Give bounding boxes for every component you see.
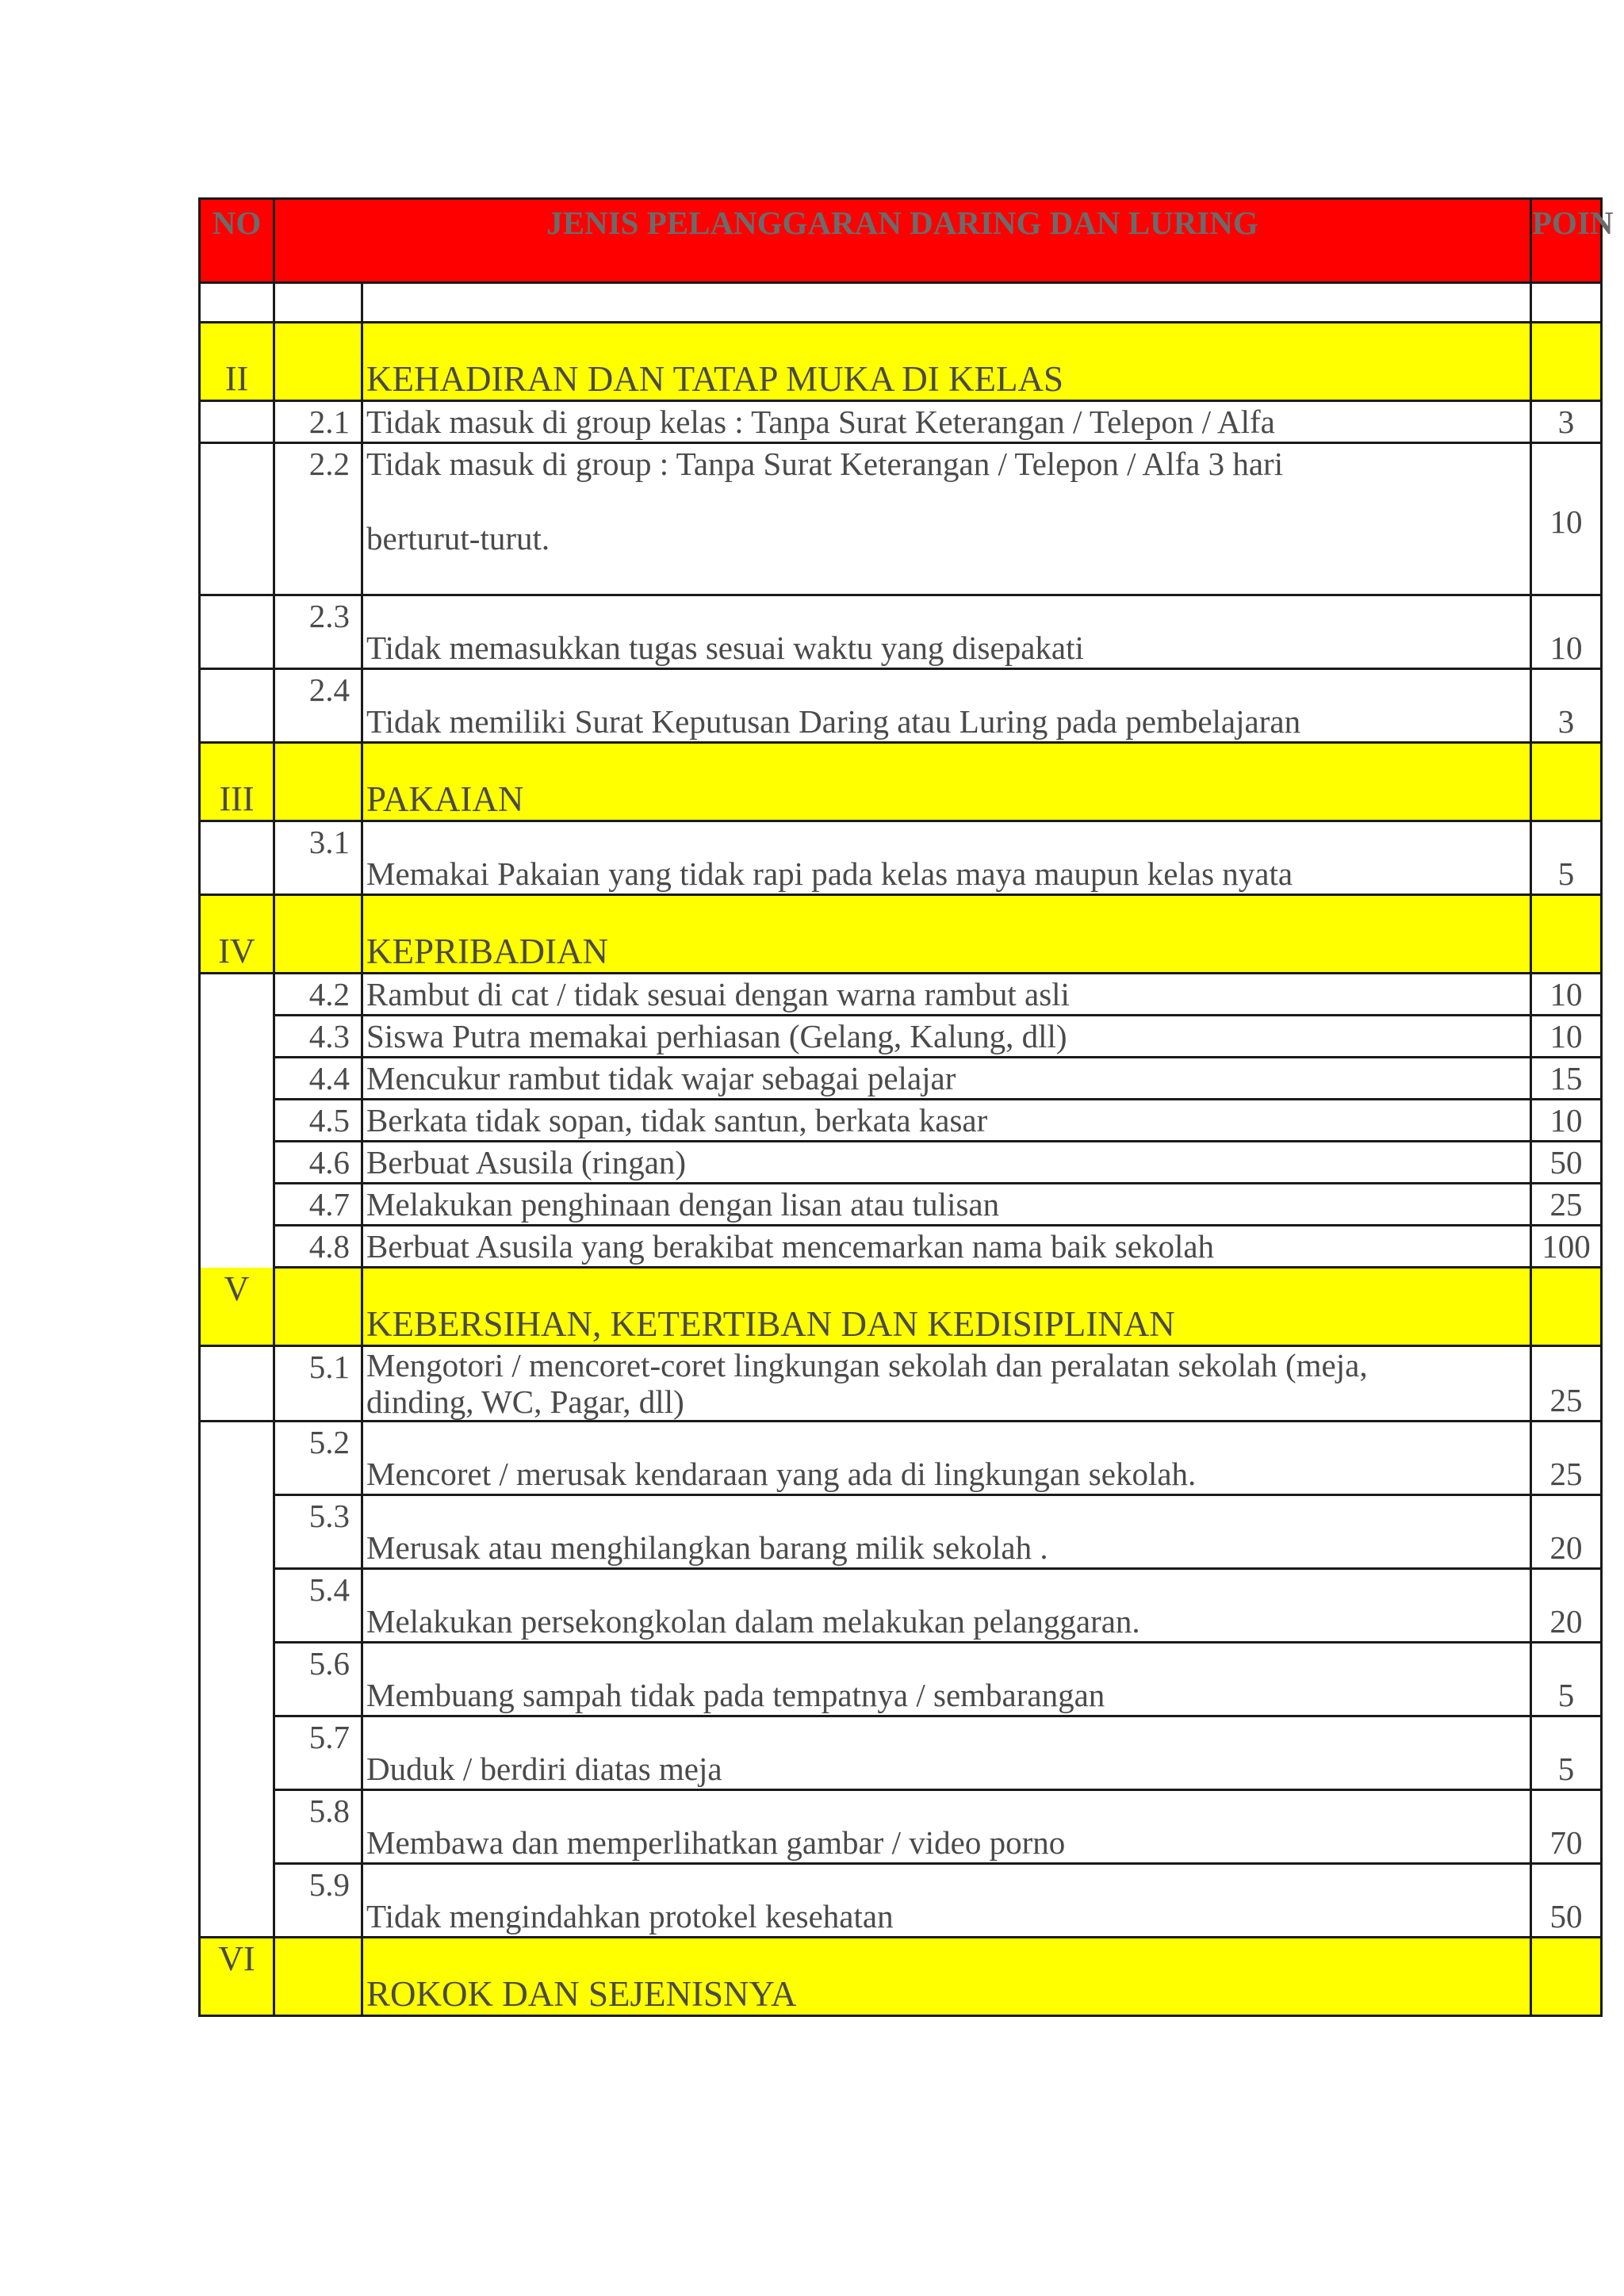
table-row bbox=[200, 443, 1602, 595]
section-row-ii bbox=[200, 323, 1602, 401]
item-description: Berkata tidak sopan, tidak santun, berkata kasar bbox=[362, 1100, 1531, 1142]
item-description: Siswa Putra memakai perhiasan (Gelang, Kalung, dll) bbox=[362, 1016, 1531, 1058]
item-description bbox=[362, 443, 1531, 595]
header-points: POIN bbox=[1531, 199, 1602, 283]
table-row bbox=[200, 1643, 1602, 1716]
table-row bbox=[200, 1016, 1602, 1058]
item-code: 5.1 bbox=[274, 1346, 362, 1422]
item-description bbox=[362, 1346, 1531, 1422]
item-points: 20 bbox=[1531, 1495, 1602, 1569]
item-code: 4.8 bbox=[274, 1226, 362, 1268]
item-description: Berbuat Asusila (ringan) bbox=[362, 1142, 1531, 1184]
item-code: 5.9 bbox=[274, 1864, 362, 1938]
item-points: 25 bbox=[1531, 1184, 1602, 1226]
section-title: ROKOK DAN SEJENISNYA bbox=[362, 1938, 1531, 2016]
item-description: Melakukan persekongkolan dalam melakukan pelanggaran. bbox=[362, 1569, 1531, 1643]
item-description: Tidak mengindahkan protokel kesehatan bbox=[362, 1864, 1531, 1938]
item-code: 4.2 bbox=[274, 974, 362, 1016]
item-code: 3.1 bbox=[274, 821, 362, 895]
item-code: 5.3 bbox=[274, 1495, 362, 1569]
item-description-line: dinding, WC, Pagar, dll) bbox=[366, 1383, 684, 1420]
table-row bbox=[200, 1184, 1602, 1226]
item-points: 25 bbox=[1531, 1346, 1602, 1422]
item-points: 50 bbox=[1531, 1864, 1602, 1938]
item-points: 70 bbox=[1531, 1790, 1602, 1864]
table-row bbox=[200, 1422, 1602, 1495]
section-number: IV bbox=[200, 895, 274, 974]
item-description: Duduk / berdiri diatas meja bbox=[362, 1716, 1531, 1790]
table-row bbox=[200, 669, 1602, 743]
table-row bbox=[200, 1495, 1602, 1569]
item-description: Memakai Pakaian yang tidak rapi pada kelas maya maupun kelas nyata bbox=[362, 821, 1531, 895]
table-row bbox=[200, 974, 1602, 1016]
item-points: 100 bbox=[1531, 1226, 1602, 1268]
item-description-line: Tidak masuk di group : Tanpa Surat Keterangan / Telepon / Alfa 3 hari bbox=[366, 446, 1284, 482]
section-title: KEHADIRAN DAN TATAP MUKA DI KELAS bbox=[362, 323, 1531, 401]
item-description: Membawa dan memperlihatkan gambar / video porno bbox=[362, 1790, 1531, 1864]
item-code: 4.3 bbox=[274, 1016, 362, 1058]
section-title: KEBERSIHAN, KETERTIBAN DAN KEDISIPLINAN bbox=[362, 1268, 1531, 1346]
item-code: 2.2 bbox=[274, 443, 362, 595]
table-row bbox=[200, 1226, 1602, 1268]
item-code: 5.2 bbox=[274, 1422, 362, 1495]
item-description: Membuang sampah tidak pada tempatnya / sembarangan bbox=[362, 1643, 1531, 1716]
table-row bbox=[200, 595, 1602, 669]
table-row bbox=[200, 1142, 1602, 1184]
section-row-vi bbox=[200, 1938, 1602, 2016]
item-description: Mencoret / merusak kendaraan yang ada di lingkungan sekolah. bbox=[362, 1422, 1531, 1495]
violation-table-sheet bbox=[198, 197, 1614, 2017]
violation-table bbox=[198, 197, 1614, 2017]
item-description: Berbuat Asusila yang berakibat mencemarkan nama baik sekolah bbox=[362, 1226, 1531, 1268]
section-number: VI bbox=[200, 1938, 274, 2016]
section-row-iv bbox=[200, 895, 1602, 974]
item-description: Tidak memasukkan tugas sesuai waktu yang disepakati bbox=[362, 595, 1531, 669]
item-description: Tidak memiliki Surat Keputusan Daring atau Luring pada pembelajaran bbox=[362, 669, 1531, 743]
header-no: NO bbox=[200, 199, 274, 283]
section-row-v bbox=[200, 1268, 1602, 1346]
header-title: JENIS PELANGGARAN DARING DAN LURING bbox=[274, 199, 1531, 283]
item-code: 5.7 bbox=[274, 1716, 362, 1790]
item-code: 4.5 bbox=[274, 1100, 362, 1142]
item-points: 15 bbox=[1531, 1058, 1602, 1100]
item-description: Rambut di cat / tidak sesuai dengan warna rambut asli bbox=[362, 974, 1531, 1016]
item-code: 4.6 bbox=[274, 1142, 362, 1184]
item-points: 10 bbox=[1531, 974, 1602, 1016]
item-points: 3 bbox=[1531, 669, 1602, 743]
item-points: 10 bbox=[1531, 1100, 1602, 1142]
item-points: 3 bbox=[1531, 401, 1602, 443]
item-code: 4.4 bbox=[274, 1058, 362, 1100]
item-points: 20 bbox=[1531, 1569, 1602, 1643]
item-code: 2.3 bbox=[274, 595, 362, 669]
table-row bbox=[200, 1864, 1602, 1938]
item-description: Melakukan penghinaan dengan lisan atau tulisan bbox=[362, 1184, 1531, 1226]
item-points: 10 bbox=[1531, 595, 1602, 669]
section-title: PAKAIAN bbox=[362, 743, 1531, 821]
item-description-line: berturut-turut. bbox=[366, 520, 550, 557]
item-description: Merusak atau menghilangkan barang milik sekolah . bbox=[362, 1495, 1531, 1569]
section-title: KEPRIBADIAN bbox=[362, 895, 1531, 974]
item-code: 4.7 bbox=[274, 1184, 362, 1226]
item-code: 5.6 bbox=[274, 1643, 362, 1716]
table-row bbox=[200, 1100, 1602, 1142]
section-number: III bbox=[200, 743, 274, 821]
item-code: 5.8 bbox=[274, 1790, 362, 1864]
table-row bbox=[200, 1569, 1602, 1643]
item-points: 10 bbox=[1531, 443, 1602, 595]
item-points: 50 bbox=[1531, 1142, 1602, 1184]
item-points: 5 bbox=[1531, 821, 1602, 895]
item-points: 25 bbox=[1531, 1422, 1602, 1495]
item-description: Mencukur rambut tidak wajar sebagai pelajar bbox=[362, 1058, 1531, 1100]
table-row bbox=[200, 1790, 1602, 1864]
section-number: II bbox=[200, 323, 274, 401]
table-row bbox=[200, 1716, 1602, 1790]
item-points: 5 bbox=[1531, 1643, 1602, 1716]
item-code: 5.4 bbox=[274, 1569, 362, 1643]
item-description: Tidak masuk di group kelas : Tanpa Surat Keterangan / Telepon / Alfa bbox=[362, 401, 1531, 443]
item-description-line: Mengotori / mencoret-coret lingkungan sekolah dan peralatan sekolah (meja, bbox=[366, 1347, 1368, 1383]
section-row-iii bbox=[200, 743, 1602, 821]
section-number: V bbox=[200, 1268, 274, 1346]
item-code: 2.1 bbox=[274, 401, 362, 443]
table-row bbox=[200, 1058, 1602, 1100]
table-row bbox=[200, 401, 1602, 443]
table-row bbox=[200, 1346, 1602, 1422]
item-points: 10 bbox=[1531, 1016, 1602, 1058]
item-points: 5 bbox=[1531, 1716, 1602, 1790]
item-code: 2.4 bbox=[274, 669, 362, 743]
empty-row bbox=[200, 283, 1602, 323]
table-row bbox=[200, 821, 1602, 895]
table-header-row bbox=[200, 199, 1602, 283]
